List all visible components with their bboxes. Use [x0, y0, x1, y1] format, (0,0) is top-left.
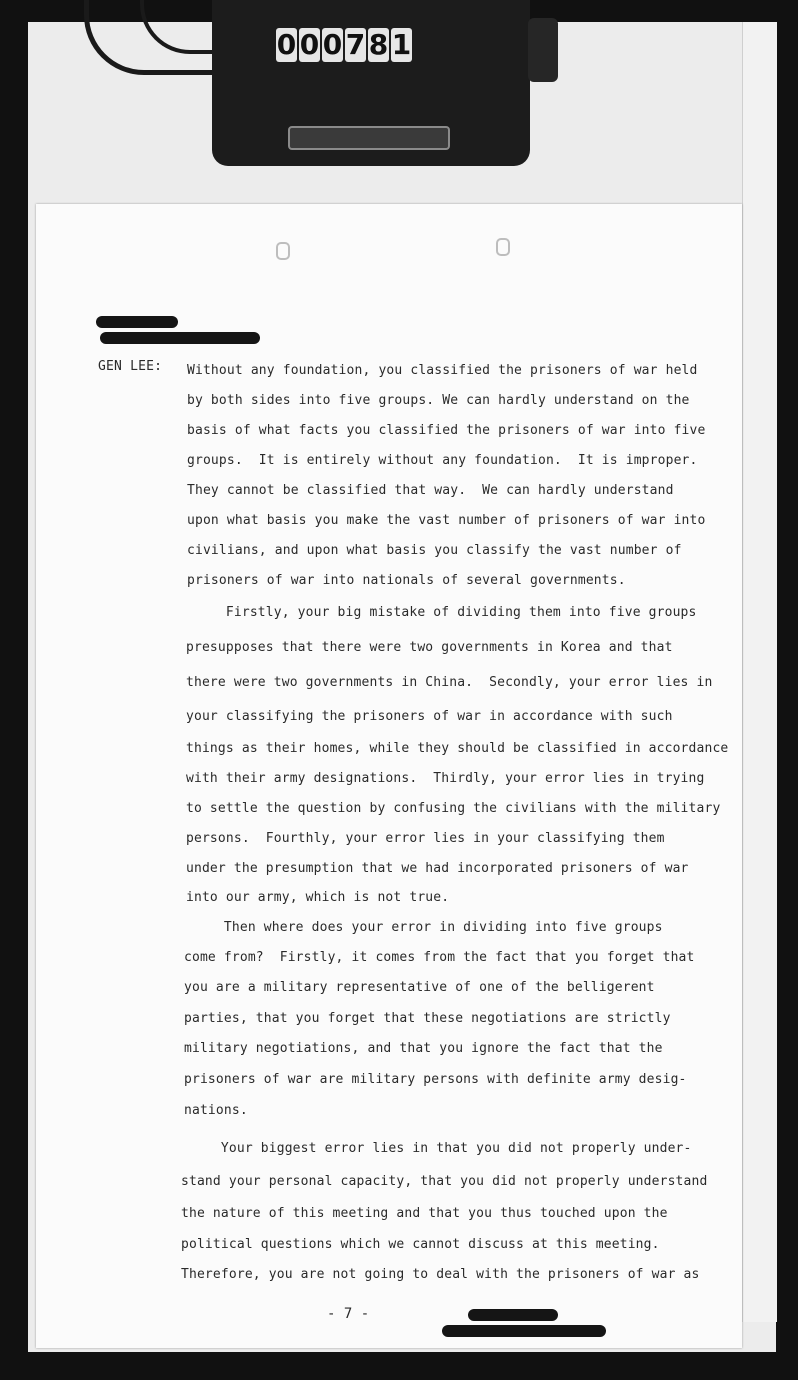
redaction-mark: [442, 1325, 606, 1337]
text-line: groups. It is entirely without any foundation. It is improper.: [187, 453, 698, 468]
text-line: prisoners of war into nationals of several governments.: [187, 573, 626, 588]
counter-digit: 8: [368, 28, 389, 61]
text-line: basis of what facts you classified the prisoners of war into five: [187, 423, 706, 438]
speaker-label: GEN LEE:: [98, 359, 163, 374]
text-line: to settle the question by confusing the civilians with the military: [186, 801, 721, 816]
counter-knob: [528, 18, 558, 82]
redaction-mark: [468, 1309, 558, 1321]
text-line: military negotiations, and that you ignore the fact that the: [184, 1041, 663, 1056]
text-line: Then where does your error in dividing into five groups: [184, 920, 663, 935]
text-line: Therefore, you are not going to deal with the prisoners of war as: [181, 1267, 700, 1282]
counter-digit: 7: [345, 28, 366, 61]
text-line: into our army, which is not true.: [186, 890, 450, 905]
text-line: Firstly, your big mistake of dividing them into five groups: [186, 605, 697, 620]
text-line: parties, that you forget that these negotiations are strictly: [184, 1011, 671, 1026]
text-line: They cannot be classified that way. We can hardly understand: [187, 483, 674, 498]
page-number: - 7 -: [327, 1306, 370, 1322]
text-line: presupposes that there were two governments in Korea and that: [186, 640, 673, 655]
text-line: things as their homes, while they should be classified in accordance: [186, 741, 729, 756]
backboard-edge: [742, 22, 777, 1322]
text-line: upon what basis you make the vast number of prisoners of war into: [187, 513, 706, 528]
text-line: nations.: [184, 1103, 248, 1118]
text-line: Without any foundation, you classified the prisoners of war held: [187, 363, 698, 378]
text-line: political questions which we cannot discuss at this meeting.: [181, 1237, 660, 1252]
counter-digit: 1: [391, 28, 412, 61]
text-line: stand your personal capacity, that you did not properly understand: [181, 1174, 708, 1189]
redaction-mark: [100, 332, 260, 344]
counter-digit: 0: [276, 28, 297, 61]
counter-digit: 0: [299, 28, 320, 61]
text-line: under the presumption that we had incorporated prisoners of war: [186, 861, 689, 876]
text-line: come from? Firstly, it comes from the fact that you forget that: [184, 950, 695, 965]
text-line: by both sides into five groups. We can hardly understand on the: [187, 393, 690, 408]
punch-hole: [276, 242, 290, 260]
text-line: Your biggest error lies in that you did not properly under-: [181, 1141, 692, 1156]
text-line: persons. Fourthly, your error lies in your classifying them: [186, 831, 665, 846]
punch-hole: [496, 238, 510, 256]
redaction-mark: [96, 316, 178, 328]
text-line: with their army designations. Thirdly, your error lies in trying: [186, 771, 705, 786]
text-line: there were two governments in China. Secondly, your error lies in: [186, 675, 713, 690]
frame-counter-digits: [276, 28, 412, 64]
text-line: you are a military representative of one of the belligerent: [184, 980, 655, 995]
text-line: civilians, and upon what basis you classify the vast number of: [187, 543, 682, 558]
text-line: your classifying the prisoners of war in accordance with such: [186, 709, 673, 724]
counter-digit: 0: [322, 28, 343, 61]
counter-slot: [288, 126, 450, 150]
text-line: prisoners of war are military persons with definite army desig-: [184, 1072, 687, 1087]
text-line: the nature of this meeting and that you thus touched upon the: [181, 1206, 668, 1221]
